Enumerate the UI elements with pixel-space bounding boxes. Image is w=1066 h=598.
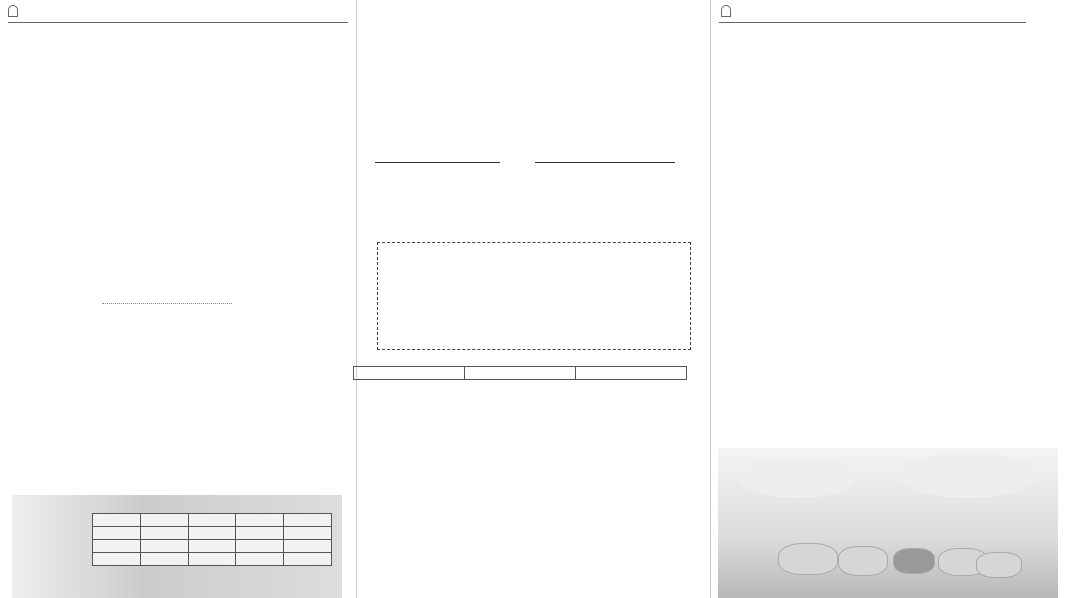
left-header xyxy=(0,0,356,22)
schedule-table xyxy=(353,366,687,380)
special-row xyxy=(0,336,356,351)
left-page xyxy=(0,0,356,598)
prayer-row xyxy=(0,295,356,310)
church-icon xyxy=(721,5,731,17)
scripture-box xyxy=(377,242,691,350)
service-table xyxy=(92,513,332,566)
reading-row xyxy=(0,320,356,335)
church-icon xyxy=(8,5,18,17)
special-row-2 xyxy=(0,354,356,369)
service-panel xyxy=(12,495,342,598)
sheep-photo xyxy=(718,448,1058,598)
sermon-row xyxy=(0,388,356,403)
